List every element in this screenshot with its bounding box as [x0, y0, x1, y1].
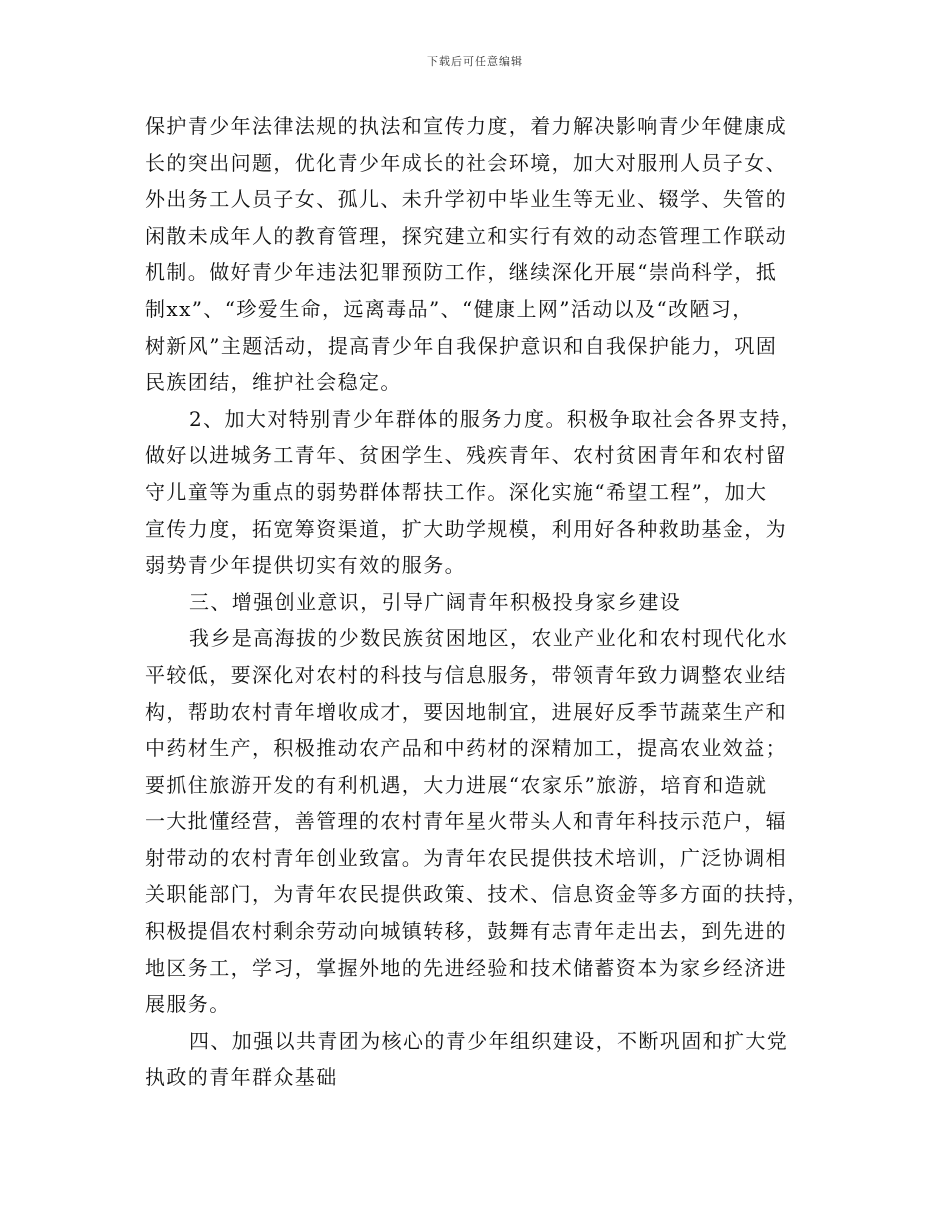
section-heading: 四、加强以共青团为核心的青少年组织建设，不断巩固和扩大党	[189, 1028, 789, 1053]
text-line: 展服务。	[145, 992, 231, 1017]
text-line: 执政的青年群众基础	[145, 1065, 338, 1090]
text-line: 保护青少年法律法规的执法和宣传力度，着力解决影响青少年健康成	[145, 114, 787, 138]
text-line: 制xx”、“珍爱生命，远离毒品”、“健康上网”活动以及“改陋习，	[145, 296, 754, 321]
page-header-note: 下载后可任意编辑	[427, 55, 523, 68]
text-line: 机制。做好青少年违法犯罪预防工作，继续深化开展“崇尚科学，抵	[145, 260, 778, 285]
text-line: 平较低，要深化对农村的科技与信息服务，带领青年致力调整农业结	[145, 662, 787, 687]
text-line: 闲散未成年人的教育管理，探究建立和实行有效的动态管理工作联动	[145, 223, 787, 248]
text-line: 构，帮助农村青年增收成才，要因地制宜，进展好反季节蔬菜生产和	[145, 699, 787, 724]
text-line: 一大批懂经营，善管理的农村青年星火带头人和青年科技示范户，辐	[145, 809, 787, 834]
text-line: 守儿童等为重点的弱势群体帮扶工作。深化实施“希望工程”，加大	[145, 479, 768, 504]
text-line: 弱势青少年提供切实有效的服务。	[145, 553, 466, 578]
text-line: 外出务工人员子女、孤儿、未升学初中毕业生等无业、辍学、失管的	[145, 187, 787, 212]
text-line: 民族团结，维护社会稳定。	[145, 370, 402, 395]
paragraph-start-line: 2、加大对特别青少年群体的服务力度。积极争取社会各界支持，	[189, 406, 803, 431]
text-line: 地区务工，学习，掌握外地的先进经验和技术储蓄资本为家乡经济进	[145, 955, 787, 980]
text-line: 积极提倡农村剩余劳动向城镇转移，鼓舞有志青年走出去，到先进的	[145, 919, 787, 944]
document-body	[145, 108, 809, 1096]
text-line: 射带动的农村青年创业致富。为青年农民提供技术培训，广泛协调相	[145, 845, 787, 870]
text-line: 要抓住旅游开发的有利机遇，大力进展“农家乐”旅游，培育和造就	[145, 772, 768, 797]
section-heading: 三、增强创业意识，引导广阔青年积极投身家乡建设	[189, 589, 682, 614]
text-line: 做好以进城务工青年、贫困学生、残疾青年、农村贫困青年和农村留	[145, 443, 787, 468]
text-line: 宣传力度，拓宽筹资渠道，扩大助学规模，利用好各种救助基金，为	[145, 516, 787, 541]
text-line: 长的突出问题，优化青少年成长的社会环境，加大对服刑人员子女、	[145, 150, 787, 175]
text-line: 树新风”主题活动，提高青少年自我保护意识和自我保护能力，巩固	[145, 333, 778, 358]
text-line: 中药材生产，积极推动农产品和中药材的深精加工，提高农业效益；	[145, 736, 787, 761]
text-line: 关职能部门，为青年农民提供政策、技术、信息资金等多方面的扶持，	[145, 882, 809, 907]
paragraph-start-line: 我乡是高海拔的少数民族贫困地区，农业产业化和农村现代化水	[189, 626, 789, 651]
